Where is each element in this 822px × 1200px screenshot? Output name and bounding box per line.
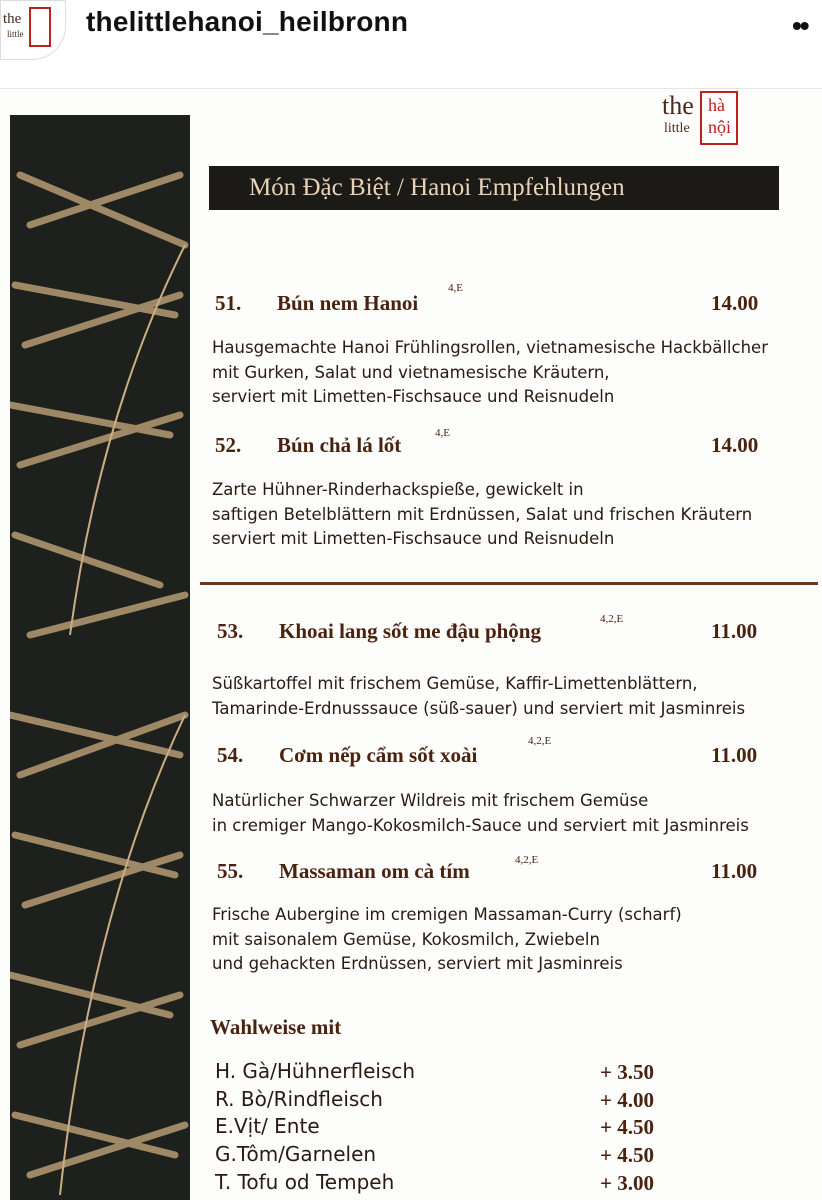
dish-title [217,619,541,644]
dish-price: 14.00 [711,433,759,457]
dish-description [212,672,745,721]
dish-name: Bún chả lá lốt [277,433,402,457]
option-price: + 4.50 [600,1115,654,1139]
option-label: G.Tôm/Garnelen [215,1142,377,1166]
profile-username[interactable]: thelittlehanoi_heilbronn [86,6,409,37]
dish-allergens: 4,2,E [515,854,539,866]
dish-title [217,743,477,768]
avatar-seal-icon [29,7,51,47]
desc-line: in cremiger Mango-Kokosmilch-Sauce und serviert mit Jasminreis [212,815,749,835]
option-label: T. Tofu od Tempeh [215,1170,395,1194]
section-divider [200,582,818,585]
dish-price: 11.00 [711,743,758,767]
dish-description [212,789,749,838]
dish-title [215,291,418,316]
logo-seal-top: hà [708,95,725,115]
desc-line: Natürlicher Schwarzer Wildreis mit frischem Gemüse [212,791,649,810]
desc-line: saftigen Betelblättern mit Erdnüssen, Salat und frischen Kräutern [212,504,753,524]
option-price: + 3.00 [600,1171,654,1195]
desc-line: mit Gurken, Salat und vietnamesische Kräutern, [212,362,610,382]
option-price: + 4.50 [600,1143,654,1167]
dish-name: Khoai lang sốt me đậu phộng [279,619,541,643]
dish-number: 54. [217,743,244,767]
dish-allergens: 4,2,E [600,613,624,625]
dish-description [212,336,768,410]
dish-number: 53. [217,619,244,643]
options-title: Wahlweise mit [210,1015,342,1039]
dish-name: Cơm nếp cẩm sốt xoài [279,743,478,767]
option-price: + 4.00 [600,1088,654,1112]
dish-price: 14.00 [711,291,759,315]
logo-seal-icon [700,91,738,145]
avatar-logo-the: the [3,11,22,27]
dish-name: Bún nem Hanoi [277,291,419,315]
palm-leaf-decoration [10,115,190,1200]
logo-seal-bottom: nội [708,117,732,137]
desc-line: Frische Aubergine im cremigen Massaman-Curry (scharf) [212,905,682,924]
desc-line: serviert mit Limetten-Fischsauce und Reisnudeln [212,387,615,406]
option-label: R. Bò/Rindfleisch [215,1087,383,1111]
dish-number: 52. [215,433,242,457]
dish-allergens: 4,2,E [528,735,552,747]
post-header [0,0,822,89]
palm-leaf-icon [10,115,190,1200]
dish-title [217,859,470,884]
dish-description [212,903,682,977]
logo-the: the [662,91,694,120]
logo-little: little [664,121,690,136]
option-label: E.Vịt/ Ente [215,1114,320,1138]
desc-line: serviert mit Limetten-Fischsauce und Reisnudeln [212,529,615,548]
restaurant-logo [660,91,742,147]
dish-price: 11.00 [711,619,758,643]
dish-allergens: 4,E [435,427,450,439]
dish-number: 55. [217,859,244,883]
option-price: + 3.50 [600,1060,654,1084]
desc-line: mit saisonalem Gemüse, Kokosmilch, Zwiebeln [212,929,600,949]
desc-line: und gehackten Erdnüssen, serviert mit Jasminreis [212,954,623,973]
section-title: Món Đặc Biệt / Hanoi Empfehlungen [209,166,779,210]
desc-line: Süßkartoffel mit frischem Gemüse, Kaffir-Limettenblättern, [212,674,698,693]
dish-name: Massaman om cà tím [279,859,470,883]
desc-line: Zarte Hühner-Rinderhackspieße, gewickelt in [212,480,584,499]
menu-image [0,89,822,1200]
option-label: H. Gà/Hühnerfleisch [215,1059,416,1083]
dish-description [212,478,752,552]
desc-line: Tamarinde-Erdnusssauce (süß-sauer) und serviert mit Jasminreis [212,698,746,718]
dish-title [215,433,401,458]
dish-number: 51. [215,291,242,315]
more-options-icon[interactable]: •• [792,10,808,41]
dish-allergens: 4,E [448,282,463,294]
desc-line: Hausgemachte Hanoi Frühlingsrollen, vietnamesische Hackbällcher [212,338,768,357]
dish-price: 11.00 [711,859,758,883]
profile-avatar[interactable] [0,0,66,60]
avatar-logo-little: little [7,29,24,39]
